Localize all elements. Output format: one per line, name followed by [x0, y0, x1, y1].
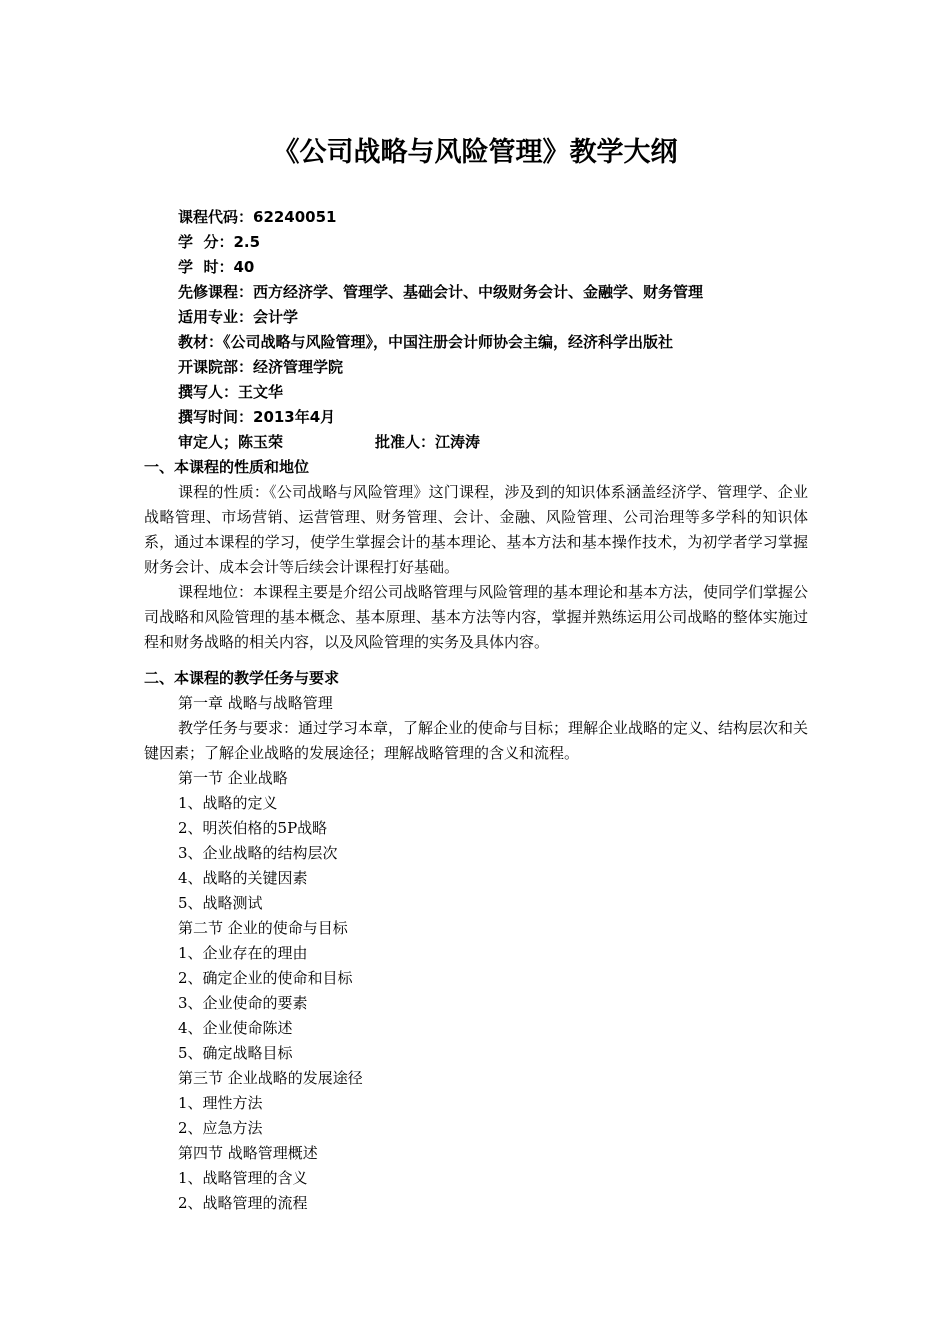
- outline-item: 2、确定企业的使命和目标: [178, 969, 353, 987]
- document-body: [144, 455, 808, 1216]
- course-position-paragraph: 课程地位：本课程主要是介绍公司战略管理与风险管理的基本理论和基本方法，使同学们掌握公司战略和风险管理的基本概念、基本原理、基本方法等内容，掌握并熟练运用公司战略的整体实施过程和财务战略的相关内容，以及风险管理的实务及具体内容。: [144, 583, 809, 651]
- course-credits: 学 分：2.5: [178, 233, 261, 251]
- outline-item: 1、战略的定义: [178, 794, 278, 812]
- textbook: 教材：《公司战略与风险管理》，中国注册会计师协会主编，经济科学出版社: [178, 333, 674, 351]
- prerequisite-courses: 先修课程：西方经济学、管理学、基础会计、中级财务会计、金融学、财务管理: [178, 283, 704, 301]
- department: 开课院部：经济管理学院: [178, 358, 344, 376]
- outline-item: 第四节 战略管理概述: [178, 1144, 318, 1162]
- review-approval-row: [178, 430, 878, 455]
- outline-item: 3、企业使命的要素: [178, 994, 308, 1012]
- section-heading-tasks: 二、本课程的教学任务与要求: [144, 669, 340, 687]
- outline-item: 1、企业存在的理由: [178, 944, 308, 962]
- chapter-requirements-paragraph: 教学任务与要求：通过学习本章，了解企业的使命与目标；理解企业战略的定义、结构层次和关键因素；了解企业战略的发展途径；理解战略管理的含义和流程。: [144, 719, 809, 762]
- course-nature-paragraph: 课程的性质：《公司战略与风险管理》这门课程，涉及到的知识体系涵盖经济学、管理学、企业战略管理、市场营销、运营管理、财务管理、会计、金融、风险管理、公司治理等多学科的知识体系，通过本课程的学习，使学生掌握会计的基本理论、基本方法和基本操作技术，为初学者学习掌握财务会计、成本会计等后续会计课程打好基础。: [144, 483, 808, 576]
- outline-item: 2、应急方法: [178, 1119, 263, 1137]
- outline-item: 1、战略管理的含义: [178, 1169, 308, 1187]
- section-heading-nature: 一、本课程的性质和地位: [144, 458, 310, 476]
- course-info: [178, 205, 878, 455]
- course-hours: 学 时：40: [178, 258, 255, 276]
- approver: 批准人：江涛涛: [375, 433, 481, 451]
- applicable-major: 适用专业：会计学: [178, 308, 299, 326]
- reviewer: 审定人；陈玉荣: [178, 433, 284, 451]
- outline-item: 2、明茨伯格的5P战略: [178, 819, 328, 837]
- outline-item: 第二节 企业的使命与目标: [178, 919, 348, 937]
- outline-item: 第一节 企业战略: [178, 769, 288, 787]
- author: 撰写人：王文华: [178, 383, 284, 401]
- spacer: [144, 655, 808, 666]
- document-title: 《公司战略与风险管理》教学大纲: [272, 137, 678, 168]
- outline-item: 5、战略测试: [178, 894, 263, 912]
- outline-item: 第三节 企业战略的发展途径: [178, 1069, 363, 1087]
- outline-item: 5、确定战略目标: [178, 1044, 293, 1062]
- outline-item: 4、战略的关键因素: [178, 869, 308, 887]
- writing-date: 撰写时间：2013年4月: [178, 408, 336, 426]
- outline-item: 3、企业战略的结构层次: [178, 844, 338, 862]
- chapter-title: 第一章 战略与战略管理: [178, 694, 333, 712]
- course-code: 课程代码：62240051: [178, 208, 337, 226]
- chapter-outline: [144, 766, 808, 1216]
- outline-item: 1、理性方法: [178, 1094, 263, 1112]
- outline-item: 4、企业使命陈述: [178, 1019, 293, 1037]
- outline-item: 2、战略管理的流程: [178, 1194, 308, 1212]
